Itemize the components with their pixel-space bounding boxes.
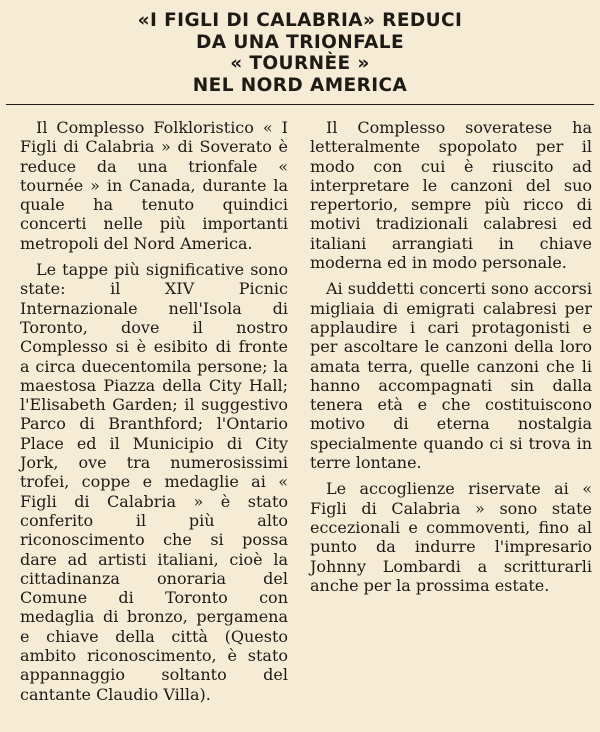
paragraph: Il Complesso soveratese ha letteralmente spopolato per il modo con cui è riuscito ad interpretare le canzoni del suo repertorio, sempre più ricco di motivi tradizionali calabresi ed italiani arrangiati in chiave moderna ed in modo personale. bbox=[310, 118, 592, 273]
headline-line-2: DA UNA TRIONFALE bbox=[196, 31, 404, 53]
article-headline bbox=[0, 10, 600, 96]
paragraph: Le tappe più significative sono state: il XIV Picnic Internazionale nell'Isola di Toronto, dove il nostro Complesso si è esibito di fronte a circa duecentomila persone; la maestosa Piazza della City Hall; l'Elisabeth Garden; il suggestivo Parco di Branthford; l'Ontario Place ed il Municipio di City Jork, ove tra numerosissimi trofei, coppe e medaglie ai « Figli di Calabria » è stato conferito il più alto riconoscimento che si possa dare ad artisti italiani, cioè la cittadinanza onoraria del Comune di Toronto con medaglia di bronzo, pergamena e chiave della città (Questo ambito riconoscimento, è stato appannaggio soltanto del cantante Claudio Villa). bbox=[20, 260, 288, 704]
headline-divider bbox=[6, 104, 594, 105]
headline-line-3: « TOURNÈE » bbox=[230, 53, 370, 74]
headline-line-1: «I FIGLI DI CALABRIA» REDUCI bbox=[137, 10, 463, 31]
left-column bbox=[20, 118, 288, 711]
right-column bbox=[310, 118, 592, 602]
paragraph: Le accoglienze riservate ai « Figli di Calabria » sono state eccezionali e commoventi, fino al punto da indurre l'impresario Johnny Lombardi a scritturarli anche per la prossima estate. bbox=[310, 479, 592, 595]
paragraph: Ai suddetti concerti sono accorsi migliaia di emigrati calabresi per applaudire i cari protagonisti e per ascoltare le canzoni della loro amata terra, quelle canzoni che li hanno accompagnati sin dalla tenera età e che costituiscono motivo di eterna nostalgia specialmente quando ci si trova in terre lontane. bbox=[310, 279, 592, 473]
headline-line-4: NEL NORD AMERICA bbox=[192, 74, 408, 96]
paragraph: Il Complesso Folkloristico « I Figli di Calabria » di Soverato è reduce da una trionfale « tournée » in Canada, durante la quale ha tenuto quindici concerti nelle più importanti metropoli del Nord America. bbox=[20, 118, 288, 253]
